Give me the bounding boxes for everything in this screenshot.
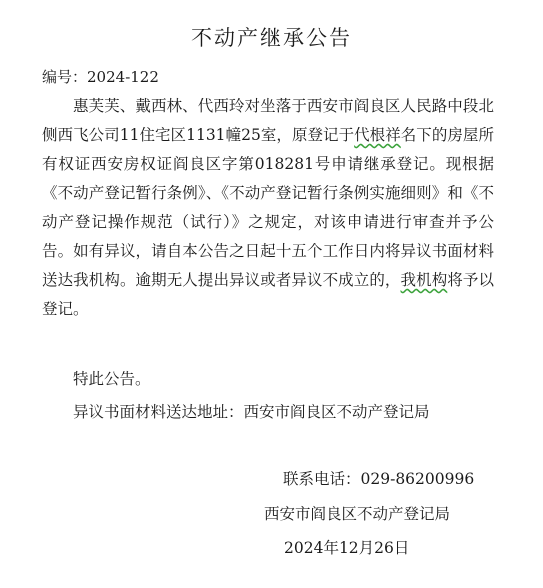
notice-body (42, 92, 494, 324)
issue-date: 2024年12月26日 (284, 539, 410, 557)
objection-address: 异议书面材料送达地址：西安市阎良区不动产登记局 (73, 403, 430, 421)
document-number-label: 编号： (42, 68, 88, 86)
contact-phone: 联系电话：029-86200996 (283, 470, 475, 488)
page-title: 不动产继承公告 (191, 26, 352, 50)
highlighted-agency: 我机构 (400, 271, 448, 289)
body-part-2: 名下的房屋所有权证西安房权证阎良区字第018281号申请继承登记。现根据《不动产登记暂行条例》、《不动产登记暂行条例实施细则》和《不动产登记操作规范（试行）》之规定，对该申请进行审查并予公告。如有异议，请自本公告之日起十五个工作日内将异议书面材料送达我机构。逾期无人提出异议或者异议不成立的， (42, 126, 494, 289)
issuer: 西安市阎良区不动产登记局 (264, 505, 451, 523)
body-part-1: 惠芙芙、戴西林、代西玲对坐落于西安市阎良区人民路中段北侧西飞公司11住宅区1131幢25室，原登记于 (42, 97, 494, 144)
special-note: 特此公告。 (73, 370, 151, 388)
document-number (42, 66, 159, 87)
body-part-3: 将予以登记。 (42, 271, 494, 318)
document-number-value: 2024-122 (87, 68, 159, 86)
highlighted-name: 代根祥 (354, 126, 401, 144)
